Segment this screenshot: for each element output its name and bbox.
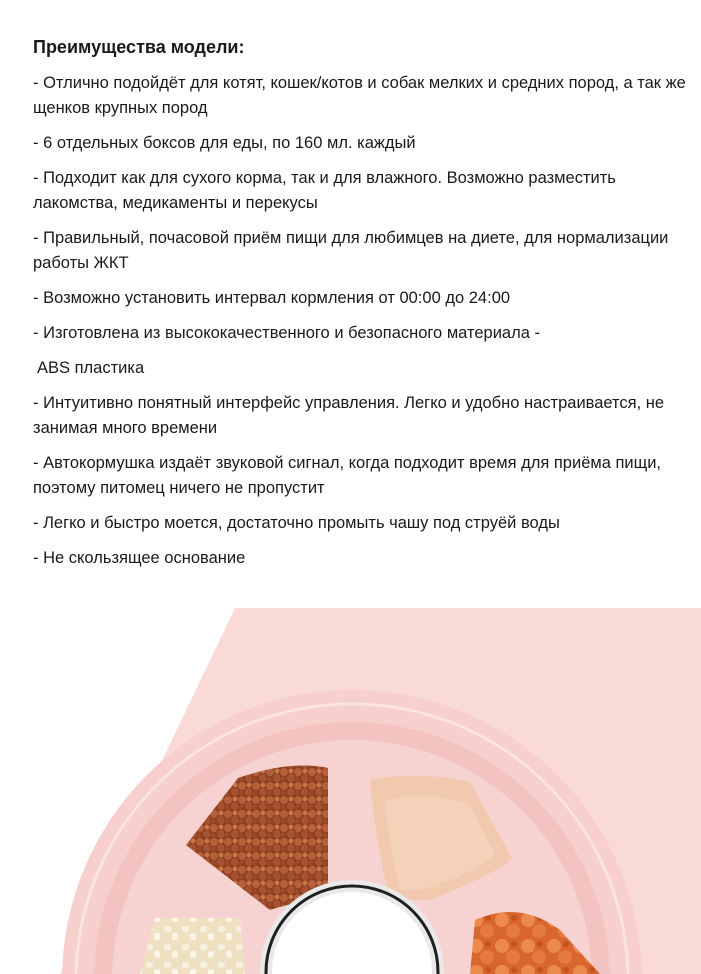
advantage-item: - Подходит как для сухого корма, так и для влажного. Возможно разместить лакомства, медикаменты и перекусы (33, 169, 616, 212)
advantage-item: - Изготовлена из высококачественного и безопасного материала - (33, 324, 540, 342)
advantage-item: - Интуитивно понятный интерфейс управления. Легко и удобно настраивается, не занимая много времени (33, 394, 665, 437)
chicken-compartment (140, 918, 245, 974)
advantage-item: - 6 отдельных боксов для еды, по 160 мл. каждый (33, 134, 416, 152)
advantage-item: - Возможно установить интервал кормления от 00:00 до 24:00 (33, 289, 511, 307)
advantage-item: - Правильный, почасовой приём пищи для любимцев на диете, для нормализации работы ЖКТ (33, 229, 669, 272)
advantage-item: - Автокормушка издаёт звуковой сигнал, когда подходит время для приёма пищи, поэтому питомец ничего не пропустит (33, 454, 661, 497)
advantage-item: - Легко и быстро моется, достаточно промыть чашу под струёй воды (33, 514, 560, 532)
advantages-section (33, 36, 693, 581)
advantage-item: - Не скользящее основание (33, 549, 246, 567)
advantage-item: - Отлично подойдёт для котят, кошек/котов и собак мелких и средних пород, а так же щенков крупных пород (33, 74, 686, 117)
feeder-illustration (0, 600, 701, 974)
advantage-item: ABS пластика (37, 359, 145, 377)
advantages-title: Преимущества модели: (33, 37, 245, 57)
